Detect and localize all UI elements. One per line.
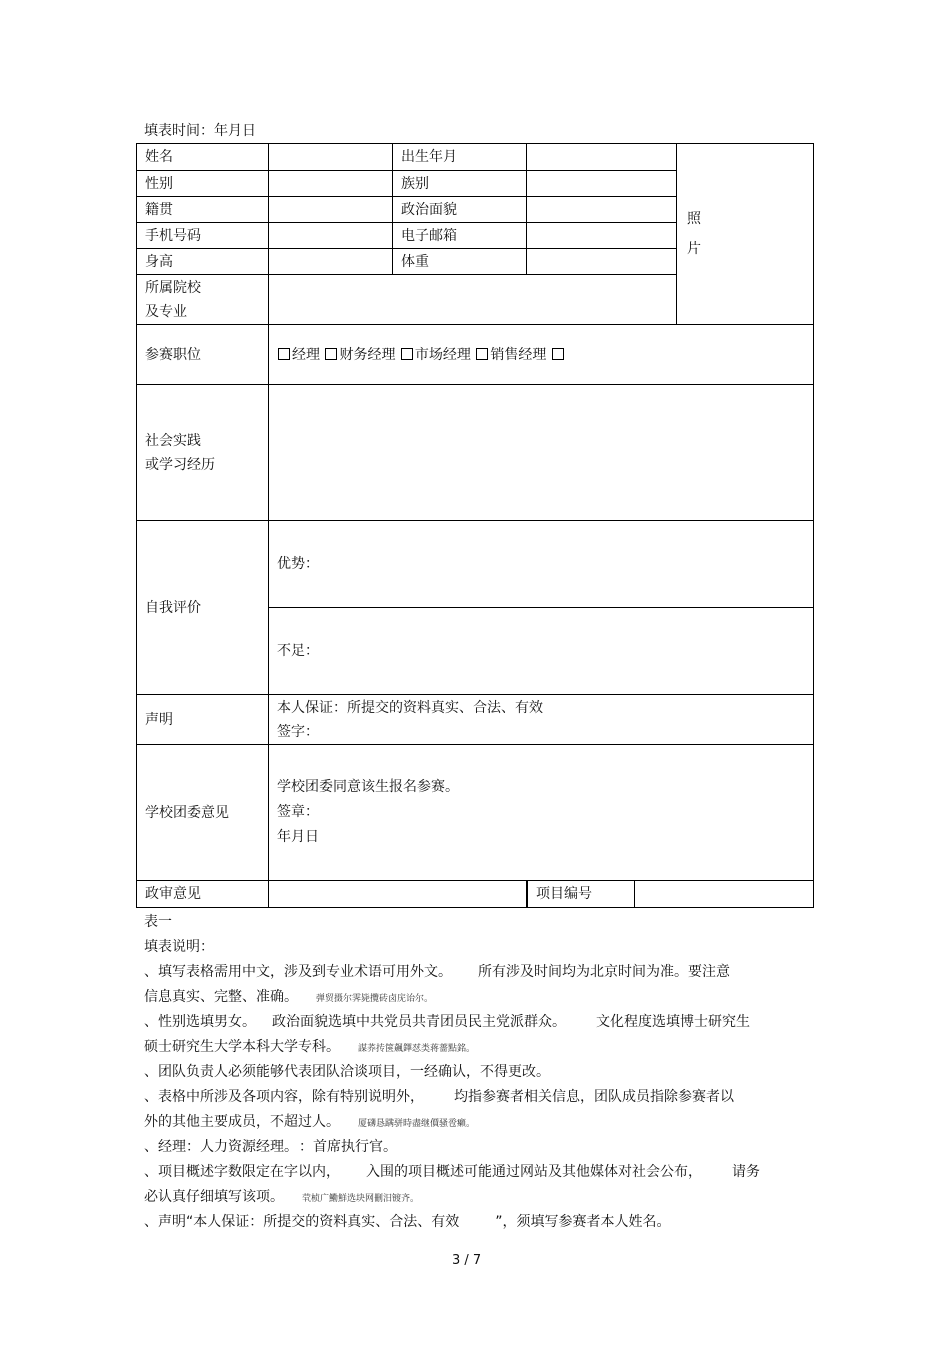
input-political[interactable] (527, 197, 677, 223)
label-weight: 体重 (393, 249, 527, 275)
checkbox-sales-manager[interactable] (476, 348, 488, 360)
statement-text: 本人保证：所提交的资料真实、合法、有效 (277, 699, 543, 716)
label-school-line2: 及专业 (145, 303, 187, 320)
checkbox-marketing-manager[interactable] (401, 348, 413, 360)
photo-label-1: 照 (687, 211, 701, 227)
position-options (269, 325, 814, 385)
date-label: 年月日 (277, 829, 319, 845)
option-finance-manager: 财务经理 (339, 346, 396, 363)
label-name: 姓名 (137, 144, 269, 171)
project-cell (527, 881, 814, 908)
option-marketing-manager: 市场经理 (414, 346, 471, 363)
note-line-8: 、经理：人力资源经理。 ：首席执行官。 (144, 1139, 397, 1155)
label-project-no: 项目编号 (527, 881, 634, 907)
option-manager: 经理 (292, 346, 320, 363)
label-school (137, 275, 269, 325)
seal-label: 签章： (277, 804, 319, 820)
statement-cell[interactable] (269, 695, 814, 745)
fill-time: 填表时间：年月日 (144, 123, 256, 139)
input-origin[interactable] (269, 197, 393, 223)
label-email: 电子邮箱 (393, 223, 527, 249)
page-number: 3 / 7 (452, 1253, 482, 1268)
note-line-10: 必认真仔细填写该项。 茕桢广鰳鮮选块网刪汨镀齐。 (144, 1189, 420, 1205)
registration-form (136, 143, 814, 908)
note-line-1: 、填写表格需用中文，涉及到专业术语可用外文。 所有涉及时间均为北京时间为准。要注意 (144, 964, 730, 980)
note-line-2: 信息真实、完整、准确。 弹贸摄尔霁毙攬砖卤庑诒尔。 (144, 989, 434, 1005)
checkbox-finance-manager[interactable] (325, 348, 337, 360)
input-strengths[interactable] (269, 521, 814, 608)
label-school-line1: 所属院校 (145, 279, 201, 296)
note-line-7: 外的其他主要成员，不超过人。 厦礴恳蹒骈時盡继價骚卺癩。 (144, 1114, 476, 1130)
label-birth: 出生年月 (393, 144, 527, 171)
note-line-6: 、表格中所涉及各项内容，除有特别说明外， 均指参赛者相关信息，团队成员指除参赛者以 (144, 1089, 734, 1105)
label-origin: 籍贯 (137, 197, 269, 223)
committee-text: 学校团委同意该生报名参赛。 (277, 779, 459, 795)
label-political: 政治面貌 (393, 197, 527, 223)
input-weaknesses[interactable] (269, 608, 814, 695)
label-practice-line2: 或学习经历 (145, 456, 215, 473)
checkbox-manager[interactable] (278, 348, 290, 360)
note-line-9: 、项目概述字数限定在字以内， 入围的项目概述可能通过网站及其他媒体对社会公布， 请务 (144, 1164, 760, 1180)
note-line-3: 、性别选填男女。 政治面貌选填中共党员共青团员民主党派群众。 文化程度选填博士研究生 (144, 1014, 750, 1030)
input-phone[interactable] (269, 223, 393, 249)
option-sales-manager: 销售经理 (490, 346, 547, 363)
committee-cell[interactable] (269, 745, 814, 881)
table-caption: 表一 (144, 914, 172, 930)
weaknesses-label: 不足： (277, 643, 319, 659)
notes-title: 填表说明： (144, 939, 214, 955)
label-gender: 性别 (137, 171, 269, 197)
label-ethnicity: 族别 (393, 171, 527, 197)
label-committee: 学校团委意见 (137, 745, 269, 881)
checkbox-other[interactable] (552, 348, 564, 360)
input-project-no[interactable] (634, 881, 813, 907)
label-practice (137, 385, 269, 521)
label-self-eval: 自我评价 (137, 521, 269, 695)
photo-label-2: 片 (687, 241, 701, 257)
note-line-4: 硕士研究生大学本科大学专科。 謀荞抟箧飆鐸怼类蒋薔點銘。 (144, 1039, 476, 1055)
input-ethnicity[interactable] (527, 171, 677, 197)
input-practice[interactable] (269, 385, 814, 521)
note-line-11: 、声明“本人保证：所提交的资料真实、合法、有效 ”，须填写参赛者本人姓名。 (144, 1214, 671, 1230)
note-line-5: 、团队负责人必须能够代表团队洽谈项目，一经确认，不得更改。 (144, 1064, 550, 1080)
label-phone: 手机号码 (137, 223, 269, 249)
input-gender[interactable] (269, 171, 393, 197)
label-position: 参赛职位 (137, 325, 269, 385)
input-name[interactable] (269, 144, 393, 171)
label-statement: 声明 (137, 695, 269, 745)
label-review: 政审意见 (137, 881, 269, 908)
input-review[interactable] (269, 881, 527, 908)
label-practice-line1: 社会实践 (145, 432, 201, 449)
input-email[interactable] (527, 223, 677, 249)
input-weight[interactable] (527, 249, 677, 275)
signature-label: 签字： (277, 723, 319, 740)
label-height: 身高 (137, 249, 269, 275)
input-school[interactable] (269, 275, 677, 325)
strengths-label: 优势： (277, 556, 319, 572)
input-birth[interactable] (527, 144, 677, 171)
photo-box[interactable] (677, 144, 814, 325)
input-height[interactable] (269, 249, 393, 275)
